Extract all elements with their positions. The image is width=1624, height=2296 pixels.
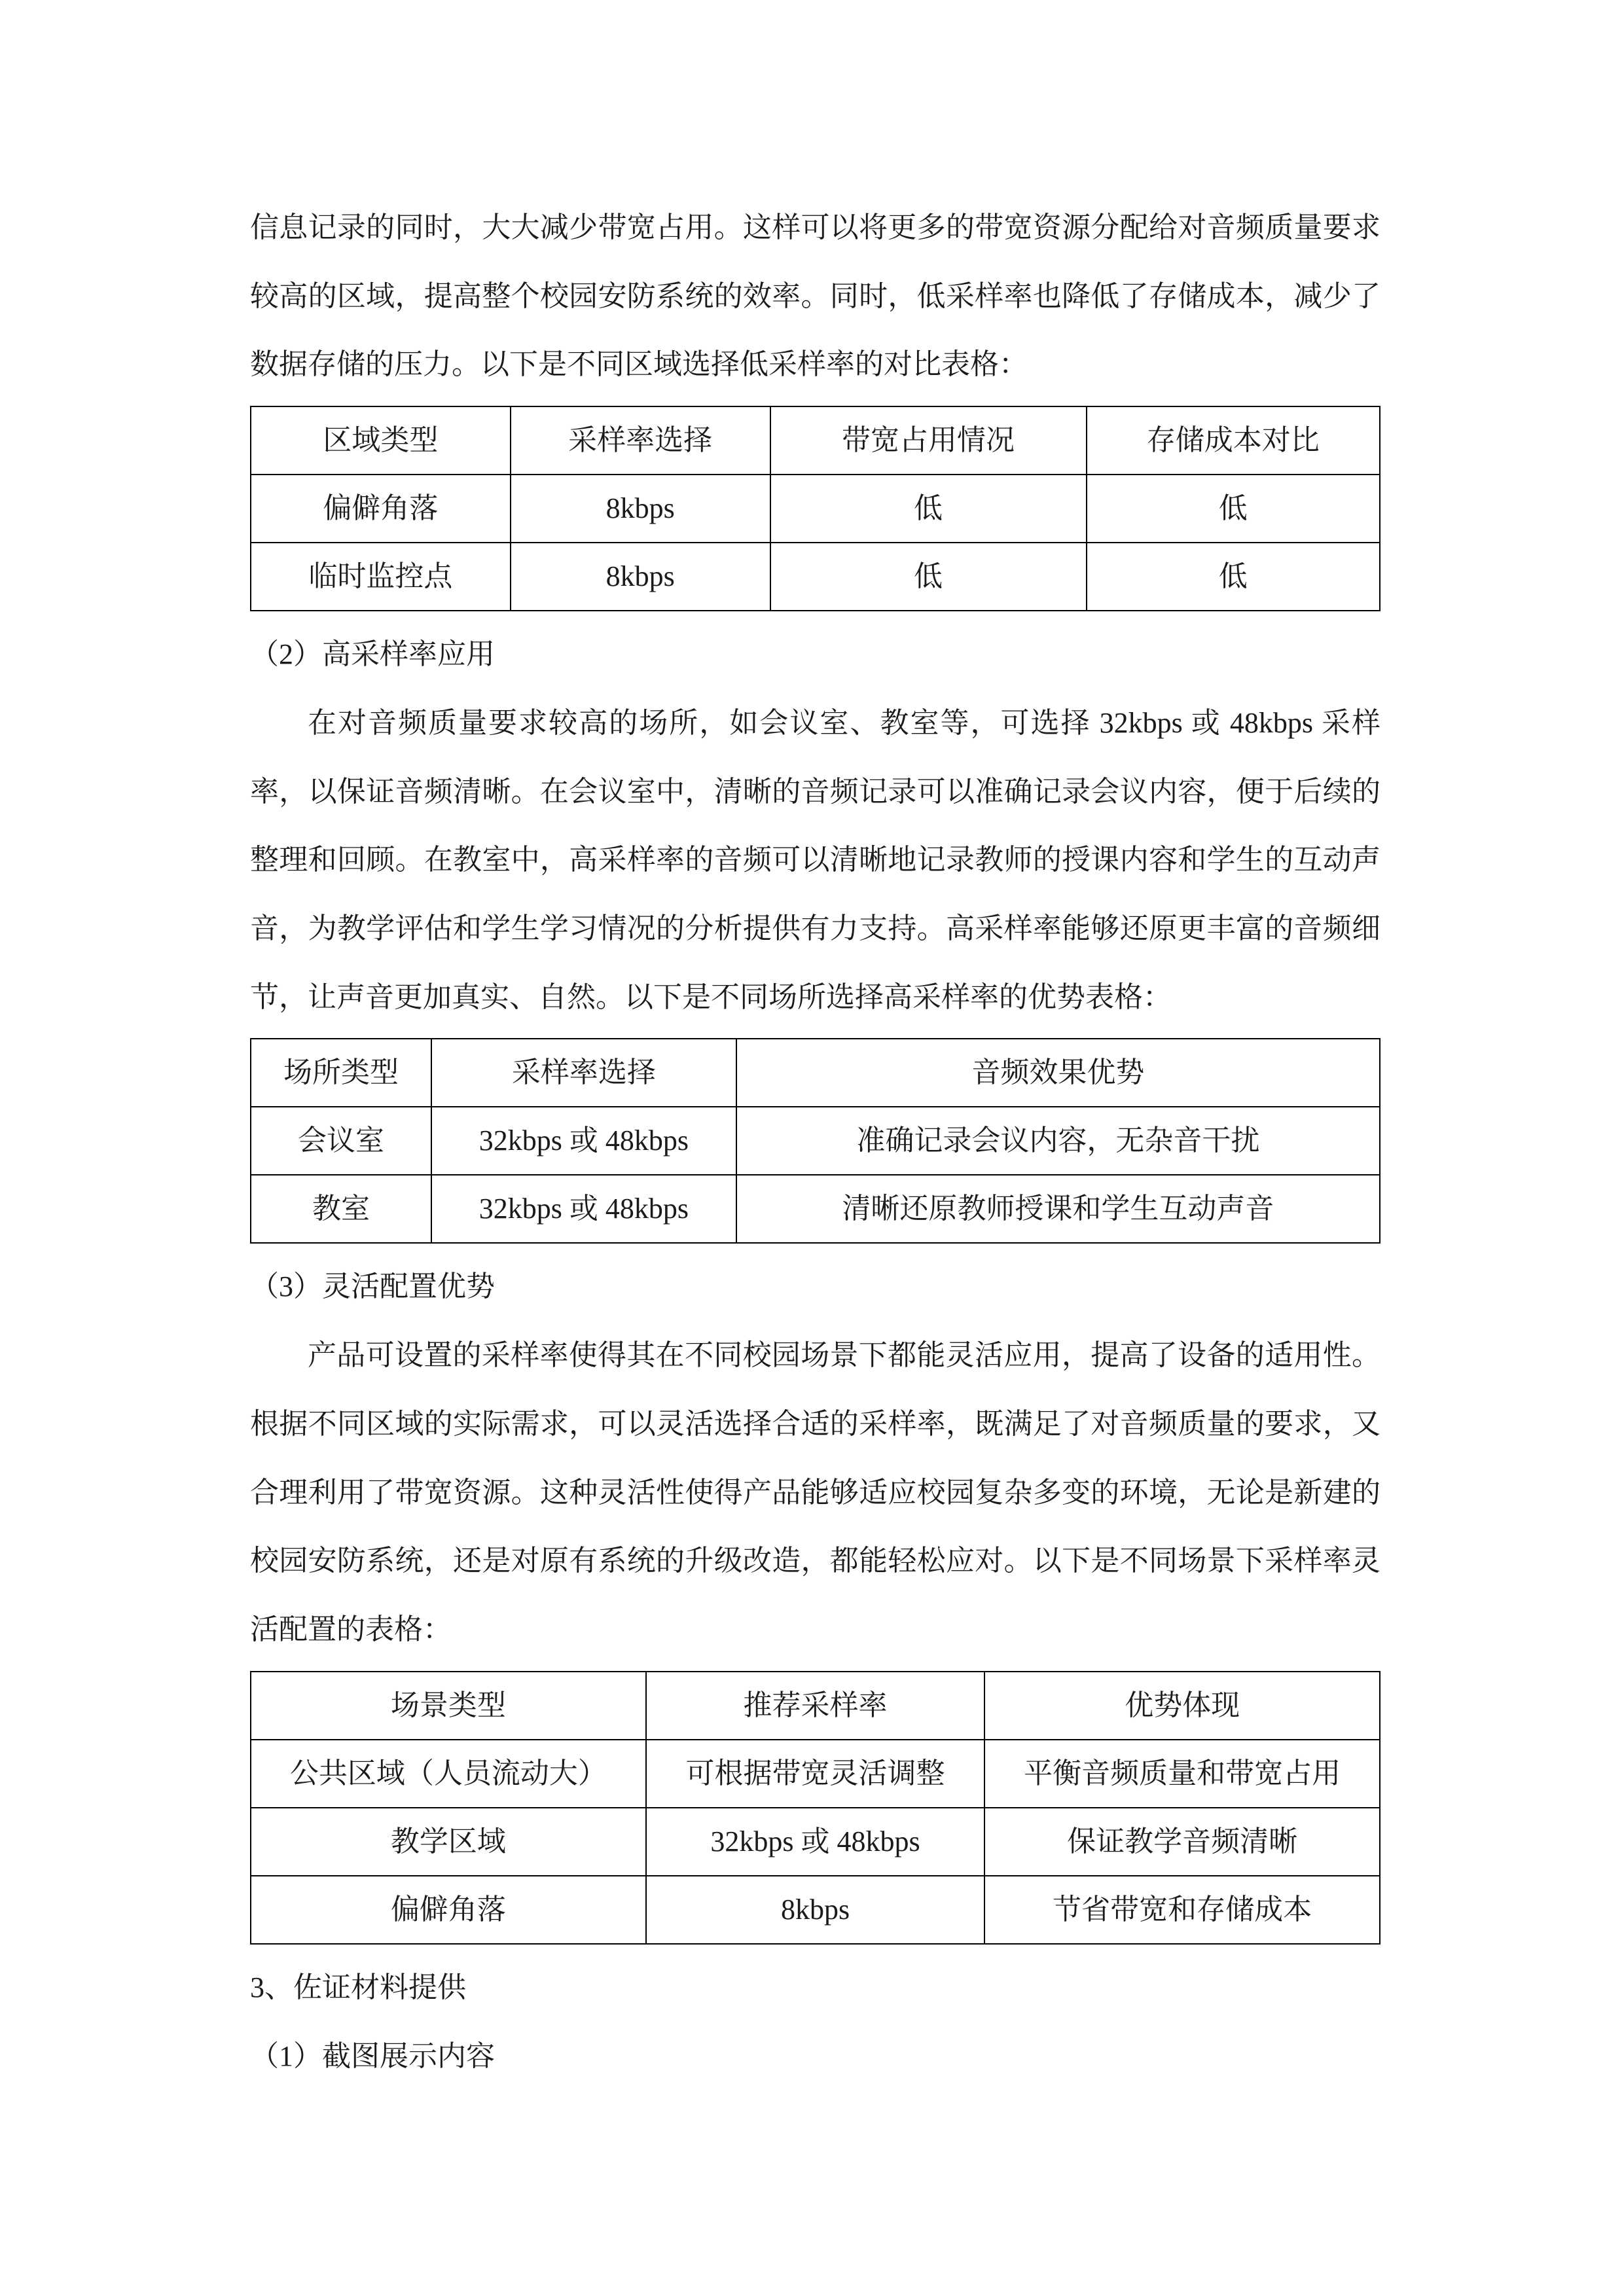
heading-high-sample-rate: （2）高采样率应用 bbox=[250, 638, 495, 671]
low-sample-rate-comparison-table bbox=[250, 406, 1380, 611]
table-header-row bbox=[251, 406, 1380, 475]
table-header: 存储成本对比 bbox=[1087, 406, 1380, 475]
flexible-config-table bbox=[250, 1671, 1380, 1945]
table-header: 推荐采样率 bbox=[646, 1672, 985, 1740]
table-cell: 低 bbox=[770, 543, 1087, 611]
table-cell: 32kbps 或 48kbps bbox=[431, 1175, 736, 1243]
heading-flexible-config: （3）灵活配置优势 bbox=[250, 1270, 495, 1303]
table-cell: 可根据带宽灵活调整 bbox=[646, 1740, 985, 1808]
table-header: 采样率选择 bbox=[511, 406, 770, 475]
table-cell: 节省带宽和存储成本 bbox=[984, 1876, 1380, 1944]
table-row bbox=[251, 1740, 1380, 1808]
table-cell: 偏僻角落 bbox=[251, 1876, 646, 1944]
table-cell: 临时监控点 bbox=[251, 543, 511, 611]
table-cell: 32kbps 或 48kbps bbox=[646, 1808, 985, 1876]
table-row bbox=[251, 1175, 1380, 1243]
table-row bbox=[251, 1107, 1380, 1175]
heading-supporting-materials: 3、佐证材料提供 bbox=[250, 1971, 466, 2003]
table-cell: 清晰还原教师授课和学生互动声音 bbox=[736, 1175, 1380, 1243]
table-row bbox=[251, 475, 1380, 543]
table-header-row bbox=[251, 1039, 1380, 1107]
table-cell: 公共区域（人员流动大） bbox=[251, 1740, 646, 1808]
table-cell: 低 bbox=[1087, 475, 1380, 543]
table-cell: 准确记录会议内容，无杂音干扰 bbox=[736, 1107, 1380, 1175]
table-header: 带宽占用情况 bbox=[770, 406, 1087, 475]
table-cell: 低 bbox=[770, 475, 1087, 543]
table-cell: 偏僻角落 bbox=[251, 475, 511, 543]
table-header: 优势体现 bbox=[984, 1672, 1380, 1740]
table-header: 场景类型 bbox=[251, 1672, 646, 1740]
table-cell: 8kbps bbox=[511, 475, 770, 543]
table-header: 采样率选择 bbox=[431, 1039, 736, 1107]
table-header: 场所类型 bbox=[251, 1039, 431, 1107]
table-row bbox=[251, 1808, 1380, 1876]
table-header: 区域类型 bbox=[251, 406, 511, 475]
table-cell: 会议室 bbox=[251, 1107, 431, 1175]
table-cell: 教室 bbox=[251, 1175, 431, 1243]
table-cell: 32kbps 或 48kbps bbox=[431, 1107, 736, 1175]
paragraph-low-sample-rate: 信息记录的同时，大大减少带宽占用。这样可以将更多的带宽资源分配给对音频质量要求较高的区域，提高整个校园安防系统的效率。同时，低采样率也降低了存储成本，减少了数据存储的压力。以下是不同区域选择低采样率的对比表格： bbox=[250, 211, 1380, 381]
table-cell: 低 bbox=[1087, 543, 1380, 611]
table-cell: 8kbps bbox=[511, 543, 770, 611]
paragraph-flexible-config: 产品可设置的采样率使得其在不同校园场景下都能灵活应用，提高了设备的适用性。根据不同区域的实际需求，可以灵活选择合适的采样率，既满足了对音频质量的要求，又合理利用了带宽资源。这种灵活性使得产品能够适应校园复杂多变的环境，无论是新建的校园安防系统，还是对原有系统的升级改造，都能轻松应对。以下是不同场景下采样率灵活配置的表格： bbox=[250, 1339, 1380, 1646]
high-sample-rate-advantage-table bbox=[250, 1038, 1380, 1244]
table-row bbox=[251, 543, 1380, 611]
table-row bbox=[251, 1876, 1380, 1944]
paragraph-high-sample-rate: 在对音频质量要求较高的场所，如会议室、教室等，可选择 32kbps 或 48kbps 采样率，以保证音频清晰。在会议室中，清晰的音频记录可以准确记录会议内容，便于后续的整理和回顾。在教室中，高采样率的音频可以清晰地记录教师的授课内容和学生的互动声音，为教学评估和学生学习情况的分析提供有力支持。高采样率能够还原更丰富的音频细节，让声音更加真实、自然。以下是不同场所选择高采样率的优势表格： bbox=[250, 706, 1380, 1013]
table-header: 音频效果优势 bbox=[736, 1039, 1380, 1107]
table-cell: 教学区域 bbox=[251, 1808, 646, 1876]
table-cell: 平衡音频质量和带宽占用 bbox=[984, 1740, 1380, 1808]
table-cell: 8kbps bbox=[646, 1876, 985, 1944]
heading-screenshot-content: （1）截图展示内容 bbox=[250, 2039, 495, 2072]
table-cell: 保证教学音频清晰 bbox=[984, 1808, 1380, 1876]
table-header-row bbox=[251, 1672, 1380, 1740]
